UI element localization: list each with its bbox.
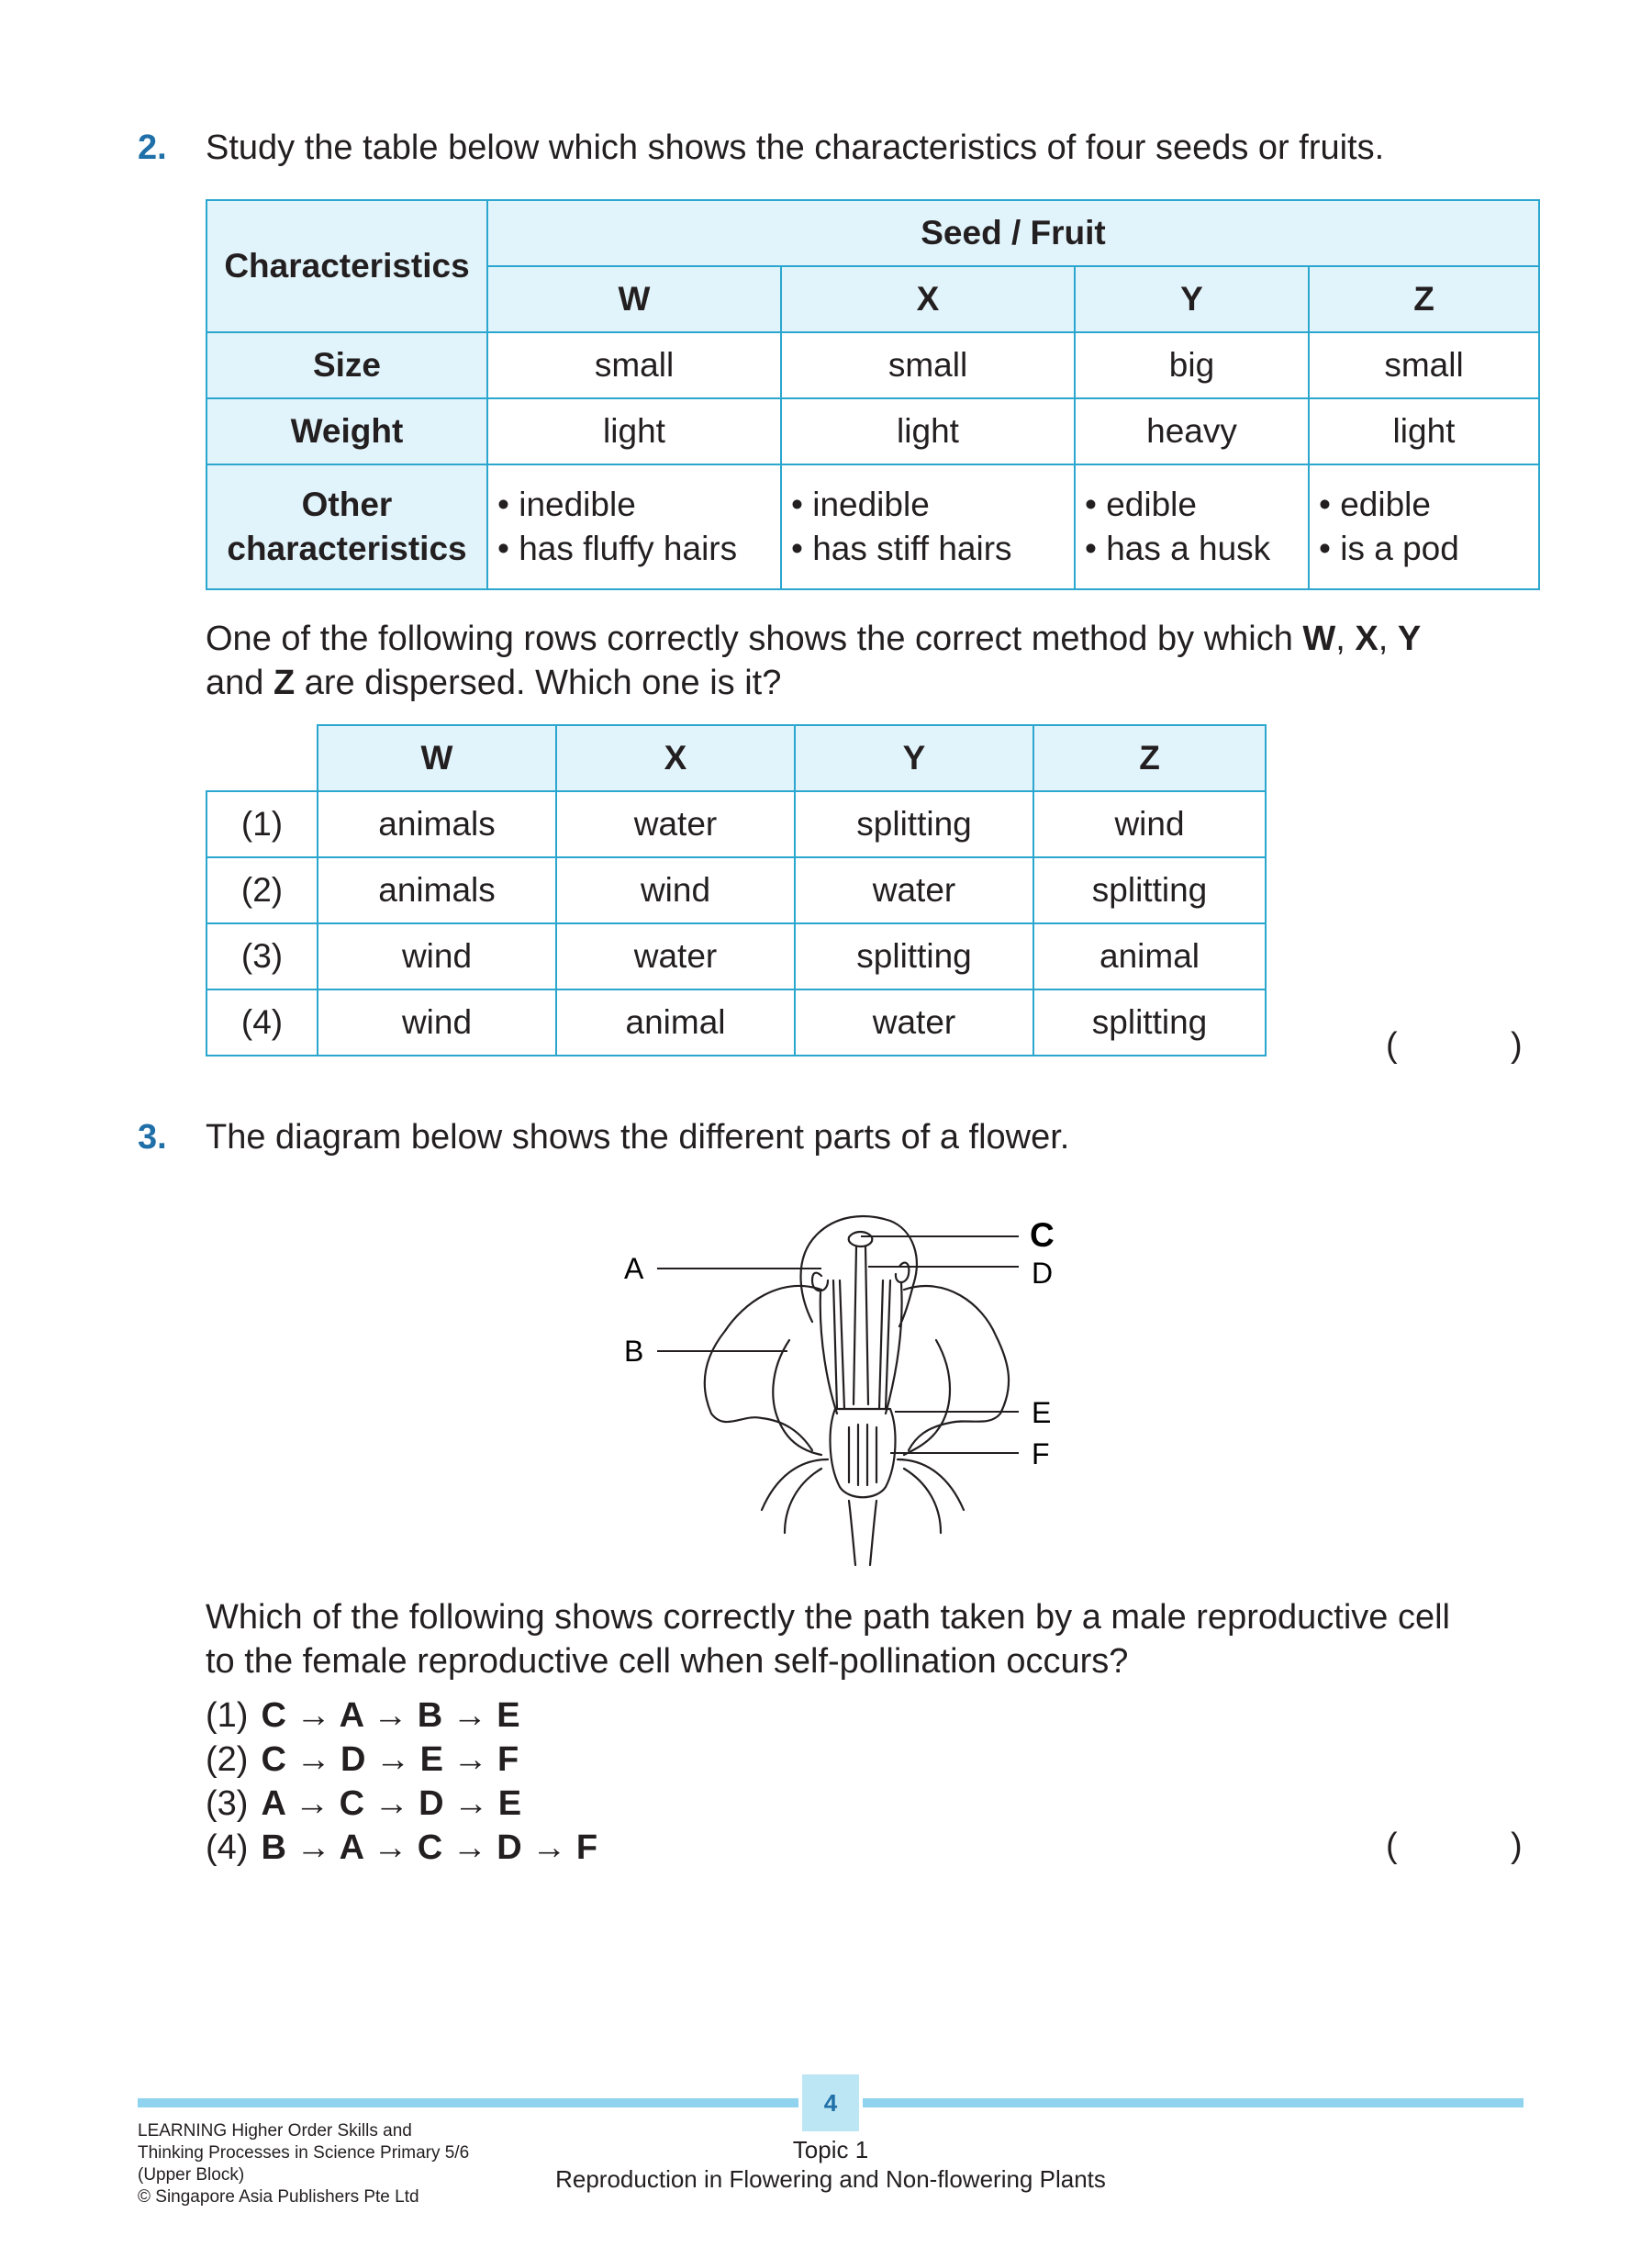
table-cell: splitting — [1033, 857, 1266, 923]
label-a: A — [624, 1252, 644, 1285]
row-label-line: Other — [301, 486, 393, 523]
table-cell: small — [487, 332, 781, 398]
question-3-options — [206, 1694, 597, 1870]
option-number: (2) — [206, 857, 318, 923]
table-cell — [1309, 464, 1539, 589]
bullet-line: • inedible — [791, 486, 930, 523]
label-e: E — [1032, 1396, 1052, 1429]
footer-topic — [514, 2135, 1147, 2194]
label-f: F — [1032, 1437, 1050, 1470]
option-path: B → A → C → D → F — [261, 1828, 598, 1867]
table-cell — [1075, 464, 1309, 589]
header-seed-fruit: Seed / Fruit — [487, 200, 1539, 266]
bullet-line: • edible — [1085, 486, 1197, 523]
prompt-line-1 — [206, 617, 1546, 661]
bold-letter: Y — [1397, 620, 1422, 658]
ovule-lines — [849, 1425, 876, 1485]
footer-line: LEARNING Higher Order Skills and — [138, 2121, 412, 2141]
option-item — [206, 1782, 597, 1826]
bold-letter: W — [1302, 620, 1336, 658]
column-header: Y — [795, 725, 1033, 791]
footer-topic-number: Topic 1 — [792, 2136, 869, 2163]
table-cell: splitting — [1033, 989, 1266, 1056]
table-row — [206, 398, 1539, 464]
column-header: X — [556, 725, 795, 791]
bullet-line: • has fluffy hairs — [497, 530, 738, 567]
table-cell: water — [795, 989, 1033, 1056]
option-path: A → C → D → E — [261, 1784, 522, 1823]
table-cell: water — [556, 791, 795, 857]
table-cell: water — [556, 923, 795, 989]
bullet-line: • edible — [1319, 486, 1431, 523]
header-characteristics: Characteristics — [206, 200, 487, 332]
footer-line: Thinking Processes in Science Primary 5/6 — [138, 2143, 470, 2163]
blank-corner — [206, 725, 318, 791]
table-cell: animals — [318, 791, 556, 857]
row-label: Size — [206, 332, 487, 398]
table-cell: small — [1309, 332, 1539, 398]
bullet-line: • inedible — [497, 486, 636, 523]
question-2-intro: Study the table below which shows the characteristics of four seeds or fruits. — [206, 129, 1385, 167]
table-cell: animal — [556, 989, 795, 1056]
separator: , — [1378, 620, 1398, 658]
table-cell: wind — [1033, 791, 1266, 857]
table-row — [206, 989, 1266, 1056]
answer-bracket-close: ) — [1511, 1827, 1523, 1865]
sepal-right — [898, 1459, 964, 1533]
label-b: B — [624, 1335, 644, 1368]
option-number: (4) — [206, 989, 318, 1056]
sepal-left — [762, 1459, 828, 1533]
table-cell: animal — [1033, 923, 1266, 989]
column-header: Z — [1309, 266, 1539, 332]
column-header: X — [781, 266, 1075, 332]
prompt-text: are dispersed. Which one is it? — [295, 664, 782, 702]
petal-inner-right — [904, 1340, 950, 1455]
option-number: (1) — [206, 791, 318, 857]
table-row — [206, 464, 1539, 589]
answer-bracket-open: ( — [1386, 1827, 1398, 1865]
table-cell: light — [487, 398, 781, 464]
table-row — [206, 332, 1539, 398]
table-cell — [781, 464, 1075, 589]
bold-letter: Z — [273, 664, 296, 702]
table-cell: wind — [556, 857, 795, 923]
row-label-other — [206, 464, 487, 589]
table-cell: big — [1075, 332, 1309, 398]
footer-line: (Upper Block) — [138, 2165, 245, 2185]
row-label: Weight — [206, 398, 487, 464]
prompt-text: One of the following rows correctly shows the correct method by which — [206, 620, 1303, 658]
question-3-prompt — [206, 1595, 1564, 1683]
option-number: (3) — [206, 1784, 249, 1823]
bullet-line: • has stiff hairs — [791, 530, 1012, 567]
flower-diagram — [587, 1193, 1101, 1570]
style — [854, 1246, 868, 1404]
table-cell — [487, 464, 781, 589]
page-number: 4 — [802, 2074, 859, 2131]
answer-bracket-open: ( — [1386, 1026, 1398, 1065]
table-row — [206, 857, 1266, 923]
characteristics-table — [206, 199, 1540, 590]
stamen-right-inner — [879, 1280, 890, 1409]
separator: , — [1335, 620, 1356, 658]
table-cell: splitting — [795, 923, 1033, 989]
question-3-number: 3. — [138, 1118, 167, 1157]
bold-letter: X — [1355, 620, 1379, 658]
petal-left — [705, 1286, 821, 1450]
prompt-line-2: to the female reproductive cell when self-pollination occurs? — [206, 1642, 1129, 1681]
stalk — [849, 1501, 876, 1565]
option-number: (3) — [206, 923, 318, 989]
option-number: (1) — [206, 1696, 249, 1735]
stigma — [849, 1232, 873, 1246]
table-cell: wind — [318, 923, 556, 989]
table-cell: small — [781, 332, 1075, 398]
prompt-line-1: Which of the following shows correctly the path taken by a male reproductive cell — [206, 1598, 1450, 1637]
petal-right — [904, 1286, 1009, 1450]
table-cell: animals — [318, 857, 556, 923]
column-header: W — [487, 266, 781, 332]
table-cell: splitting — [795, 791, 1033, 857]
row-label-line: characteristics — [227, 530, 467, 567]
footer-publisher-info — [138, 2120, 469, 2208]
footer-rule-left — [138, 2098, 798, 2107]
table-cell: light — [781, 398, 1075, 464]
column-header: W — [318, 725, 556, 791]
answer-bracket-close: ) — [1511, 1026, 1523, 1065]
table-cell: wind — [318, 989, 556, 1056]
stamen-left-inner — [833, 1280, 844, 1409]
column-header: Z — [1033, 725, 1266, 791]
question-2-prompt — [206, 617, 1546, 705]
table-row — [206, 791, 1266, 857]
question-2-number: 2. — [138, 129, 167, 167]
option-path: C → D → E → F — [261, 1740, 519, 1779]
label-c: C — [1030, 1216, 1055, 1254]
footer-topic-title: Reproduction in Flowering and Non-flowering Plants — [555, 2165, 1106, 2193]
prompt-text: and — [206, 664, 273, 702]
table-cell: light — [1309, 398, 1539, 464]
label-d: D — [1032, 1257, 1054, 1290]
bullet-line: • is a pod — [1319, 530, 1459, 567]
column-header: Y — [1075, 266, 1309, 332]
petal-inner-left — [773, 1340, 821, 1455]
table-row — [206, 923, 1266, 989]
prompt-line-2 — [206, 661, 1546, 705]
ovary — [831, 1409, 896, 1497]
option-item — [206, 1694, 597, 1738]
question-3-intro: The diagram below shows the different parts of a flower. — [206, 1118, 1070, 1157]
footer-line: © Singapore Asia Publishers Pte Ltd — [138, 2187, 419, 2207]
footer-rule-right — [863, 2098, 1524, 2107]
option-item — [206, 1738, 597, 1782]
option-item — [206, 1826, 597, 1870]
option-number: (2) — [206, 1740, 249, 1779]
option-number: (4) — [206, 1828, 249, 1867]
table-cell: water — [795, 857, 1033, 923]
option-path: C → A → B → E — [261, 1696, 520, 1735]
dispersal-options-table — [206, 724, 1267, 1056]
bullet-line: • has a husk — [1085, 530, 1271, 567]
table-cell: heavy — [1075, 398, 1309, 464]
